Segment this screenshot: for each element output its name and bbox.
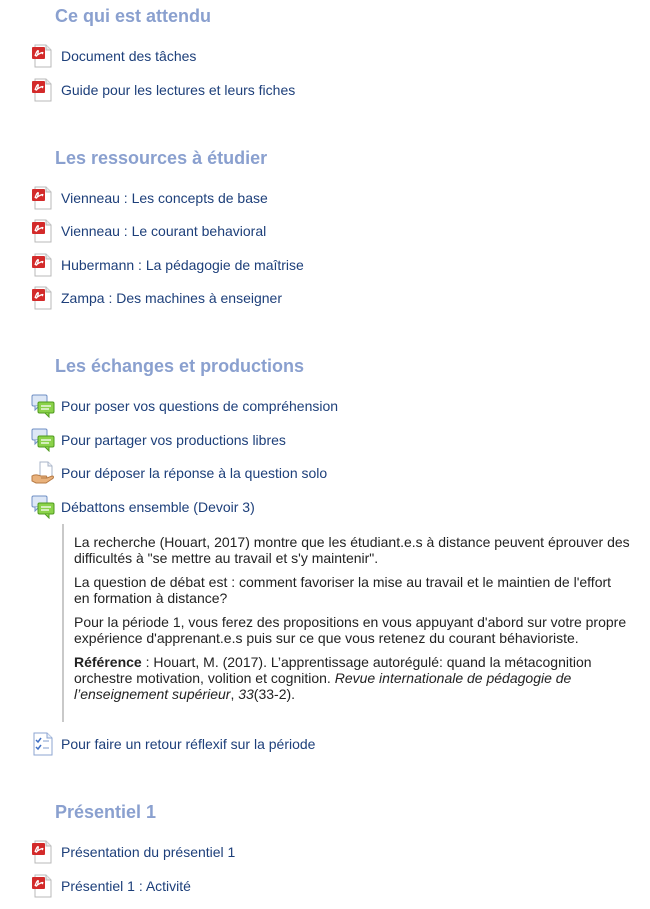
reference-journal: Revue internationale de pédagogie de l’enseignement supérieur [74, 670, 572, 702]
pdf-icon [31, 840, 55, 864]
section-title-ce-qui-est-attendu: Ce qui est attendu [55, 6, 212, 26]
pdf-icon [31, 186, 55, 210]
activity-presentation-presentiel[interactable] [31, 839, 235, 865]
activity-description [62, 524, 630, 722]
activity-zampa[interactable] [31, 285, 282, 311]
reference-volume: 33 [238, 686, 254, 702]
forum-icon [31, 495, 55, 519]
description-paragraph: La question de débat est : comment favoriser la mise au travail et le maintien de l'effort en formation à distance? [74, 574, 612, 606]
activity-label[interactable]: Document des tâches [61, 48, 197, 64]
activity-document-des-taches[interactable] [31, 43, 196, 69]
description-paragraph: Pour la période 1, vous ferez des propositions en vous appuyant d'abord sur votre propre expérience d'apprenant.e.s puis sur ce que vous retenez du courant béhavioriste. [74, 614, 627, 646]
feedback-checklist-icon [31, 732, 55, 756]
activity-assignment-solo[interactable] [31, 460, 327, 486]
activity-label[interactable]: Hubermann : La pédagogie de maîtrise [61, 257, 304, 273]
reference-label: Référence [74, 654, 142, 670]
activity-presentiel-activite[interactable] [31, 873, 191, 899]
forum-icon [31, 428, 55, 452]
pdf-icon [31, 44, 55, 68]
pdf-icon [31, 219, 55, 243]
assignment-hand-icon [31, 461, 55, 485]
reference-separator: , [230, 686, 239, 702]
pdf-icon [31, 286, 55, 310]
pdf-icon [31, 78, 55, 102]
reference-text: : Houart, M. (2017). L’apprentissage autorégulé: quand la métacognition orchestre motivation, volition et cognition. [74, 654, 592, 686]
activity-feedback-retour[interactable] [31, 731, 315, 757]
activity-hubermann[interactable] [31, 252, 304, 278]
description-reference [74, 654, 630, 702]
pdf-icon [31, 253, 55, 277]
activity-forum-debat[interactable] [31, 494, 255, 520]
activity-label[interactable]: Guide pour les lectures et leurs fiches [61, 82, 296, 98]
section-title-ressources: Les ressources à étudier [55, 148, 268, 168]
activity-label[interactable]: Pour déposer la réponse à la question solo [61, 465, 328, 481]
activity-vienneau-behavioral[interactable] [31, 218, 266, 244]
reference-issue: (33-2). [253, 686, 296, 702]
activity-label[interactable]: Pour poser vos questions de compréhension [61, 398, 339, 414]
activity-label[interactable]: Débattons ensemble (Devoir 3) [61, 499, 255, 515]
section-title-echanges: Les échanges et productions [55, 356, 305, 376]
activity-label[interactable]: Présentiel 1 : Activité [61, 878, 191, 894]
activity-label[interactable]: Vienneau : Le courant behavioral [61, 223, 267, 239]
activity-label[interactable]: Présentation du présentiel 1 [61, 844, 236, 860]
description-paragraph: La recherche (Houart, 2017) montre que les étudiant.e.s à distance peuvent éprouver des difficultés à "se mettre au travail et s'y maintenir". [74, 534, 630, 566]
activity-label[interactable]: Vienneau : Les concepts de base [61, 190, 268, 206]
activity-vienneau-concepts[interactable] [31, 185, 268, 211]
activity-label[interactable]: Zampa : Des machines à enseigner [61, 290, 282, 306]
activity-label[interactable]: Pour faire un retour réflexif sur la période [61, 736, 316, 752]
activity-label[interactable]: Pour partager vos productions libres [61, 432, 286, 448]
section-title-presentiel: Présentiel 1 [55, 802, 157, 822]
activity-guide-lectures[interactable] [31, 77, 295, 103]
activity-forum-questions[interactable] [31, 393, 338, 419]
pdf-icon [31, 874, 55, 898]
forum-icon [31, 394, 55, 418]
activity-forum-productions[interactable] [31, 427, 286, 453]
